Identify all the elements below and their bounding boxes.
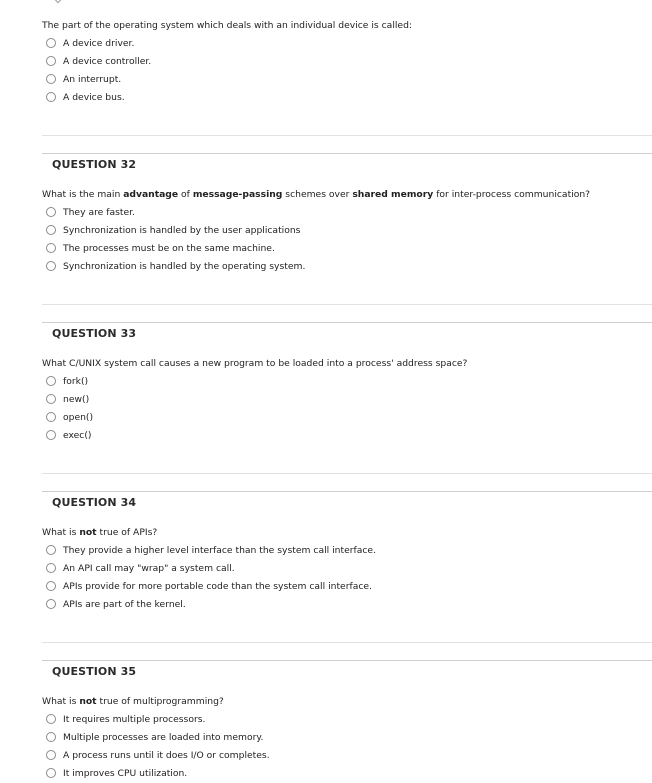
question-31-option-1[interactable] <box>46 36 134 50</box>
divider <box>42 322 652 323</box>
option-label: Synchronization is handled by the operating system. <box>63 260 306 272</box>
question-33-option-2[interactable] <box>46 392 89 406</box>
option-label: A process runs until it does I/O or completes. <box>63 749 270 761</box>
option-label: APIs provide for more portable code than the system call interface. <box>63 580 372 592</box>
question-35-option-3[interactable] <box>46 748 270 762</box>
question-title: QUESTION 34 <box>52 496 137 509</box>
radio-button[interactable] <box>46 714 56 724</box>
radio-button[interactable] <box>46 38 56 48</box>
radio-button[interactable] <box>46 563 56 573</box>
option-label: new() <box>63 393 90 405</box>
question-33-option-1[interactable] <box>46 374 88 388</box>
radio-button[interactable] <box>46 599 56 609</box>
question-32-option-1[interactable] <box>46 205 135 219</box>
divider <box>42 135 652 136</box>
divider <box>42 491 652 492</box>
option-label: A device controller. <box>63 55 152 67</box>
option-label: Synchronization is handled by the user applications <box>63 224 301 236</box>
question-34-prompt: What is not true of APIs? <box>42 527 158 538</box>
radio-button[interactable] <box>46 768 56 778</box>
divider <box>42 660 652 661</box>
question-32-option-4[interactable] <box>46 259 305 273</box>
question-title: QUESTION 33 <box>52 327 137 340</box>
option-label: The processes must be on the same machine. <box>63 242 275 254</box>
option-label: They provide a higher level interface than the system call interface. <box>63 544 376 556</box>
option-label: fork() <box>63 375 89 387</box>
radio-button[interactable] <box>46 581 56 591</box>
question-32-prompt: What is the main advantage of message-passing schemes over shared memory for inter-process communication? <box>42 189 591 200</box>
option-label: A device driver. <box>63 37 135 49</box>
option-label: Multiple processes are loaded into memory. <box>63 731 264 743</box>
question-title: QUESTION 35 <box>52 665 137 678</box>
question-title: QUESTION 32 <box>52 158 137 171</box>
question-33-option-4[interactable] <box>46 428 92 442</box>
question-35-option-1[interactable] <box>46 712 205 726</box>
question-35-prompt: What is not true of multiprogramming? <box>42 696 224 707</box>
option-label: It improves CPU utilization. <box>63 767 188 779</box>
radio-button[interactable] <box>46 56 56 66</box>
option-label: A device bus. <box>63 91 125 103</box>
radio-button[interactable] <box>46 243 56 253</box>
radio-button[interactable] <box>46 92 56 102</box>
radio-button[interactable] <box>46 545 56 555</box>
radio-button[interactable] <box>46 732 56 742</box>
divider <box>42 304 652 305</box>
radio-button[interactable] <box>46 261 56 271</box>
radio-button[interactable] <box>46 750 56 760</box>
question-35-option-2[interactable] <box>46 730 263 744</box>
radio-button[interactable] <box>46 376 56 386</box>
question-33-option-3[interactable] <box>46 410 93 424</box>
question-33-prompt: What C/UNIX system call causes a new program to be loaded into a process' address space? <box>42 358 468 369</box>
question-32-option-2[interactable] <box>46 223 300 237</box>
question-31-option-3[interactable] <box>46 72 121 86</box>
radio-button[interactable] <box>46 207 56 217</box>
radio-button[interactable] <box>46 412 56 422</box>
option-label: APIs are part of the kernel. <box>63 598 186 610</box>
question-31-prompt: The part of the operating system which deals with an individual device is called: <box>42 20 412 31</box>
radio-button[interactable] <box>46 74 56 84</box>
option-label: It requires multiple processors. <box>63 713 206 725</box>
question-34-option-2[interactable] <box>46 561 235 575</box>
option-label: exec() <box>63 429 92 441</box>
question-31-option-2[interactable] <box>46 54 151 68</box>
divider <box>42 642 652 643</box>
radio-button[interactable] <box>46 430 56 440</box>
question-34-option-1[interactable] <box>46 543 376 557</box>
question-34-option-3[interactable] <box>46 579 372 593</box>
divider <box>42 473 652 474</box>
scroll-caret-icon <box>54 0 62 3</box>
question-31-option-4[interactable] <box>46 90 125 104</box>
option-label: open() <box>63 411 94 423</box>
radio-button[interactable] <box>46 394 56 404</box>
divider <box>42 153 652 154</box>
radio-button[interactable] <box>46 225 56 235</box>
question-34-option-4[interactable] <box>46 597 186 611</box>
question-32-option-3[interactable] <box>46 241 275 255</box>
option-label: An interrupt. <box>63 73 122 85</box>
option-label: An API call may "wrap" a system call. <box>63 562 235 574</box>
option-label: They are faster. <box>63 206 135 218</box>
question-35-option-4[interactable] <box>46 766 187 780</box>
